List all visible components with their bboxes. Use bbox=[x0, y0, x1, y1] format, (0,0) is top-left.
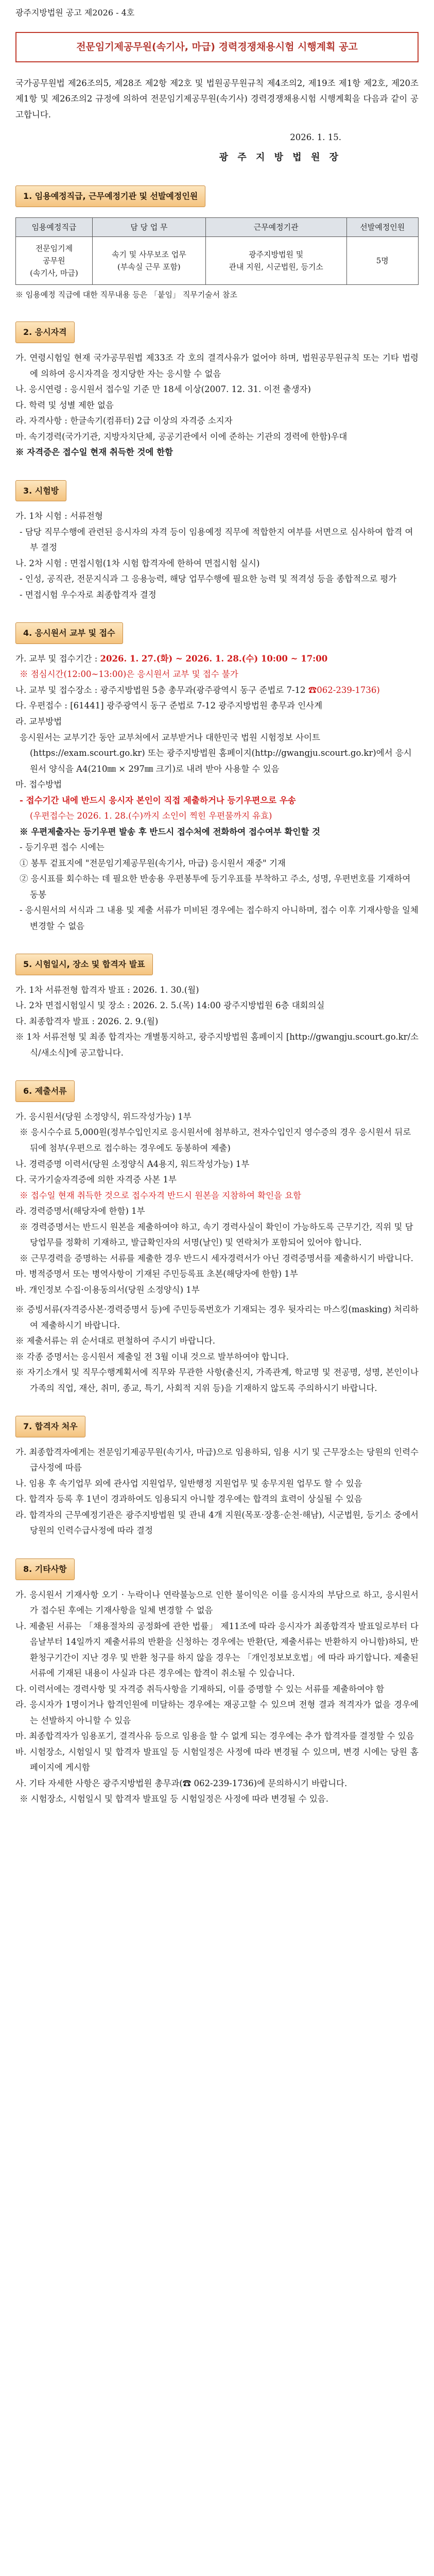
list-item: 마. 속기경력(국가기관, 지방자치단체, 공공기관에서 이에 준하는 기관의 경력에 한함)우대 bbox=[15, 431, 348, 442]
section-4-heading: 4. 응시원서 교부 및 접수 bbox=[15, 622, 123, 644]
list-item: 가. 1차 시험 : 서류전형 bbox=[15, 511, 103, 521]
list-note: ※ 우편제출자는 등기우편 발송 후 반드시 접수처에 전화하여 접수여부 확인할 것 bbox=[20, 826, 320, 837]
list-item: 나. 제출된 서류는 「채용절차의 공정화에 관한 법률」 제11조에 따라 응시자가 최종합격자 발표일로부터 다음날부터 14일까지 제출서류의 반환을 신청하는 경우에는 반환(단, 제출서류는 반환하지 아니함)하되, 반환청구기간이 지난 경우 및 반환 청구를 하지 않을 경우는 「개인정보보호법」에 따라 파기합니다. 제출된 서류에 기재된 내용이 사실과 다른 경우에는 합격이 취소될 수 있습니다. bbox=[15, 1621, 419, 1679]
table-header: 선발예정인원 bbox=[346, 217, 418, 236]
table-cell: 5명 bbox=[346, 236, 418, 284]
list-item: - 응시원서의 서식과 그 내용 및 제출 서류가 미비된 경우에는 접수하지 아니하며, 접수 이후 기재사항을 일체 변경할 수 없음 bbox=[20, 905, 419, 931]
section-8-heading: 8. 기타사항 bbox=[15, 1558, 75, 1580]
notice-date: 2026. 1. 15. bbox=[290, 132, 341, 143]
list-note: ※ 자기소개서 및 직무수행계획서에 직무와 무관한 사항(출신지, 가족관계, 학교명 및 전공명, 성명, 본인이나 가족의 직업, 재산, 취미, 종교, 특기, 사회적 지위 등)을 기재하지 않도록 주의하시기 바랍니다. bbox=[15, 1367, 419, 1393]
list-item: 응시원서는 교부기간 동안 교부처에서 교부받거나 대한민국 법원 시험정보 사이트(https://exam.scourt.go.kr) 또는 광주지방법원 홈페이지(http://gwangju.scourt.go.kr)에서 응시원서 양식을 A4(210㎜ × 297㎜ 크기)로 내려 받아 사용할 수 있음 bbox=[20, 732, 412, 774]
table-cell: 속기 및 사무보조 업무 (부속실 근무 포함) bbox=[92, 236, 205, 284]
list-item: (우편접수는 2026. 1. 28.(수)까지 소인이 찍힌 우편물까지 유효) bbox=[30, 811, 272, 821]
list-item: - 접수기간 내에 반드시 응시자 본인이 직접 제출하거나 등기우편으로 우송 bbox=[20, 795, 296, 805]
notice-number: 광주지방법원 공고 제2026 - 4호 bbox=[15, 8, 135, 18]
table-cell: 광주지방법원 및 관내 지원, 시군법원, 등기소 bbox=[205, 236, 346, 284]
list-note: ※ 응시수수료 5,000원(정부수입인지로 응시원서에 첨부하고, 전자수입인지 영수증의 경우 응시원서 뒤로 뒤에 첨부(우편으로 접수하는 경우에도 동봉하여 제출) bbox=[20, 1127, 411, 1153]
list-item: 나. 경력증명 이력서(당원 소정양식 A4용지, 워드작성가능) 1부 bbox=[15, 1159, 250, 1169]
table-row bbox=[16, 236, 419, 284]
list-item: 나. 임용 후 속기업무 외에 관사업 지원업무, 일반행정 지원업무 및 송무지원 업무도 할 수 있음 bbox=[15, 1478, 362, 1488]
table-header: 임용예정직급 bbox=[16, 217, 93, 236]
period-value: 2026. 1. 27.(화) ~ 2026. 1. 28.(수) 10:00 ~ 17:00 bbox=[100, 653, 328, 664]
list-item: - 담당 직무수행에 관련된 응시자의 자격 등이 임용예정 직무에 적합한지 여부를 서면으로 심사하여 합격 여부 결정 bbox=[20, 527, 413, 553]
section-2-heading: 2. 응시자격 bbox=[15, 321, 75, 343]
list-item: 나. 응시연령 : 응시원서 접수일 기준 만 18세 이상(2007. 12. 31. 이전 출생자) bbox=[15, 384, 311, 395]
list-item: 바. 시험장소, 시험일시 및 합격자 발표일 등 시험일정은 사정에 따라 변경될 수 있으며, 변경 시에는 당원 홈페이지에 게시함 bbox=[15, 1747, 419, 1773]
list-note: ※ 점심시간(12:00~13:00)은 응시원서 교부 및 접수 불가 bbox=[20, 669, 238, 680]
list-item: 사. 기타 자세한 사항은 광주지방법원 총무과(☎ 062-239-1736)에 문의하시기 바랍니다. bbox=[15, 1778, 348, 1788]
list-note: ※ 경력증명서는 반드시 원본을 제출하여야 하고, 속기 경력사실이 확인이 가능하도록 근무기간, 직위 및 담당업무를 정확히 기재하고, 발급확인자의 서명(날인) 및 연락처가 포함되어 있어야 합니다. bbox=[20, 1222, 413, 1248]
list-item: 다. 최종합격자 발표 : 2026. 2. 9.(월) bbox=[15, 1016, 159, 1026]
list-item: 라. 응시자가 1명이거나 합격인원에 미달하는 경우에는 재공고할 수 있으며 전형 결과 적격자가 없을 경우에는 선발하지 아니할 수 있음 bbox=[15, 1700, 419, 1725]
list-note: ※ 시험장소, 시험일시 및 합격자 발표일 등 시험일정은 사정에 따라 변경될 수 있음. bbox=[20, 1794, 328, 1804]
list-note: ※ 근무경력을 증명하는 서류를 제출한 경우 반드시 세자경력서가 아닌 경력증명서를 제출하시기 바랍니다. bbox=[20, 1253, 413, 1263]
list-item: ② 응시표를 회수하는 데 필요한 반송용 우편봉투에 등기우표를 부착하고 주소, 성명, 우편번호를 기재하여 동봉 bbox=[20, 874, 411, 900]
list-note: ※ 각종 증명서는 응시원서 제출일 전 3월 이내 것으로 발부하여야 합니다. bbox=[15, 1351, 289, 1362]
list-note: ※ 1차 서류전형 및 최종 합격자는 개별통지하고, 광주지방법원 홈페이지 [http://gwangju.scourt.go.kr/소식/새소식]에 공고합니다. bbox=[15, 1032, 419, 1058]
positions-table bbox=[15, 217, 419, 285]
list-item: 라. 교부방법 bbox=[15, 716, 62, 726]
list-item: 다. 국가기술자격증에 의한 자격증 사본 1부 bbox=[15, 1175, 177, 1185]
list-note: ※ 증빙서류(자격증사본·경력증명서 등)에 주민등록번호가 기재되는 경우 뒷자리는 마스킹(masking) 처리하여 제출하시기 바랍니다. bbox=[15, 1304, 419, 1330]
document-title: 전문임기제공무원(속기사, 마급) 경력경쟁채용시험 시행계획 공고 bbox=[15, 32, 419, 62]
phone-number: ☎062-239-1736) bbox=[308, 685, 380, 695]
signer: 광 주 지 방 법 원 장 bbox=[219, 151, 341, 163]
section-3-heading: 3. 시험방 bbox=[15, 480, 66, 502]
list-item: - 면접시험 우수자로 최종합격자 결정 bbox=[20, 589, 157, 600]
list-item: 나. 2차 면접시험일시 및 장소 : 2026. 2. 5.(목) 14:00 광주지방법원 6층 대회의실 bbox=[15, 1001, 325, 1011]
section-6-heading: 6. 제출서류 bbox=[15, 1080, 75, 1102]
list-note: ※ 자격증은 접수일 현재 취득한 것에 한함 bbox=[15, 447, 173, 457]
list-item: 마. 최종합격자가 임용포기, 결격사유 등으로 임용을 할 수 없게 되는 경우에는 추가 합격자를 결정할 수 있음 bbox=[15, 1731, 414, 1741]
list-note: ※ 접수일 현재 취득한 것으로 접수자격 반드시 원본을 지참하여 확인을 요함 bbox=[20, 1190, 302, 1200]
list-item: 라. 합격자의 근무예정기관은 광주지방법원 및 관내 4개 지원(목포·장흥·순천·해남), 시군법원, 등기소 중에서 당원의 인력수급사정에 따라 결정 bbox=[15, 1510, 419, 1536]
list-item: 다. 이력서에는 경력사항 및 자격증 취득사항을 기재하되, 이를 증명할 수 있는 서류를 제출하여야 함 bbox=[15, 1684, 385, 1694]
list-item bbox=[15, 683, 419, 699]
list-item: 가. 응시원서(당원 소정양식, 위드작성가능) 1부 bbox=[15, 1111, 192, 1122]
intro-paragraph: 국가공무원법 제26조의5, 제28조 제2항 제2호 및 법원공무원규칙 제4조의2, 제19조 제1항 제2호, 제20조 제1항 및 제26조의2 규정에 의하여 전문임기제공무원(속기사) 경력경쟁채용시험 시행계획을 다음과 같이 공고합니다. bbox=[15, 78, 419, 120]
section-1-heading: 1. 임용예정직급, 근무예정기관 및 선발예정인원 bbox=[15, 185, 205, 207]
list-item: 가. 최종합격자에게는 전문임기제공무원(속기사, 마급)으로 임용하되, 임용 시기 및 근무장소는 당원의 인력수급사정에 따름 bbox=[15, 1447, 419, 1473]
list-item: 라. 자격사항 : 한글속기(컴퓨터) 2급 이상의 자격증 소지자 bbox=[15, 416, 233, 426]
table-header: 담 당 업 무 bbox=[92, 217, 205, 236]
list-item: 가. 연령시험일 현재 국가공무원법 제33조 각 호의 결격사유가 없어야 하며, 법원공무원규칙 또는 기타 법령에 의하여 응시자격을 정지당한 자는 응시할 수 없음 bbox=[15, 353, 419, 379]
list-item: 바. 개인정보 수집·이용동의서(당원 소정양식) 1부 bbox=[15, 1284, 200, 1295]
section-5-heading: 5. 시험일시, 장소 및 합격자 발표 bbox=[15, 954, 153, 975]
list-item: - 인성, 공직관, 전문지식과 그 응용능력, 해당 업무수행에 필요한 능력 및 적격성 등을 종합적으로 평가 bbox=[20, 574, 397, 584]
list-item: 가. 1차 서류전형 합격자 발표 : 2026. 1. 30.(월) bbox=[15, 985, 199, 995]
list-item: 다. 우편접수 : [61441] 광주광역시 동구 준법로 7-12 광주지방법원 총무과 인사계 bbox=[15, 701, 323, 711]
table-note: ※ 임용예정 직급에 대한 직무내용 등은 「붙임」 직무기술서 참조 bbox=[15, 290, 237, 299]
list-item: 나. 2차 시험 : 면접시험(1차 시험 합격자에 한하여 면접시험 실시) bbox=[15, 558, 260, 568]
label: 나. 교부 및 접수장소 : 광주지방법원 5층 총무과(광주광역시 동구 준법로 7-12 bbox=[15, 685, 308, 695]
list-item: 다. 합격자 등록 후 1년이 경과하여도 임용되지 아니할 경우에는 합격의 효력이 상실될 수 있음 bbox=[15, 1494, 362, 1504]
list-item: - 등기우편 접수 시에는 bbox=[20, 842, 105, 853]
list-item bbox=[15, 651, 419, 667]
list-item: 가. 응시원서 기재사항 오기 · 누락이나 연락불능으로 인한 불이익은 이를 응시자의 부담으로 하고, 응시원서가 접수된 후에는 기재사항을 일체 변경할 수 없음 bbox=[15, 1589, 419, 1616]
list-note: ※ 제출서류는 위 순서대로 편철하여 주시기 바랍니다. bbox=[15, 1336, 215, 1346]
list-item: ① 봉투 겉표지에 "전문임기제공무원(속기사, 마급) 응시원서 재중" 기재 bbox=[20, 858, 286, 868]
table-cell: 전문임기제 공무원 (속기사, 마급) bbox=[16, 236, 93, 284]
list-item: 마. 접수방법 bbox=[15, 779, 62, 790]
table-header: 근무예정기관 bbox=[205, 217, 346, 236]
list-item: 마. 병적증명서 또는 병역사항이 기재된 주민등록표 초본(해당자에 한함) 1부 bbox=[15, 1269, 298, 1279]
section-7-heading: 7. 합격자 처우 bbox=[15, 1416, 85, 1437]
list-item: 라. 경력증명서(해당자에 한함) 1부 bbox=[15, 1206, 145, 1216]
list-item: 다. 학력 및 성별 제한 없음 bbox=[15, 400, 114, 410]
label: 가. 교부 및 접수기간 : bbox=[15, 653, 100, 664]
